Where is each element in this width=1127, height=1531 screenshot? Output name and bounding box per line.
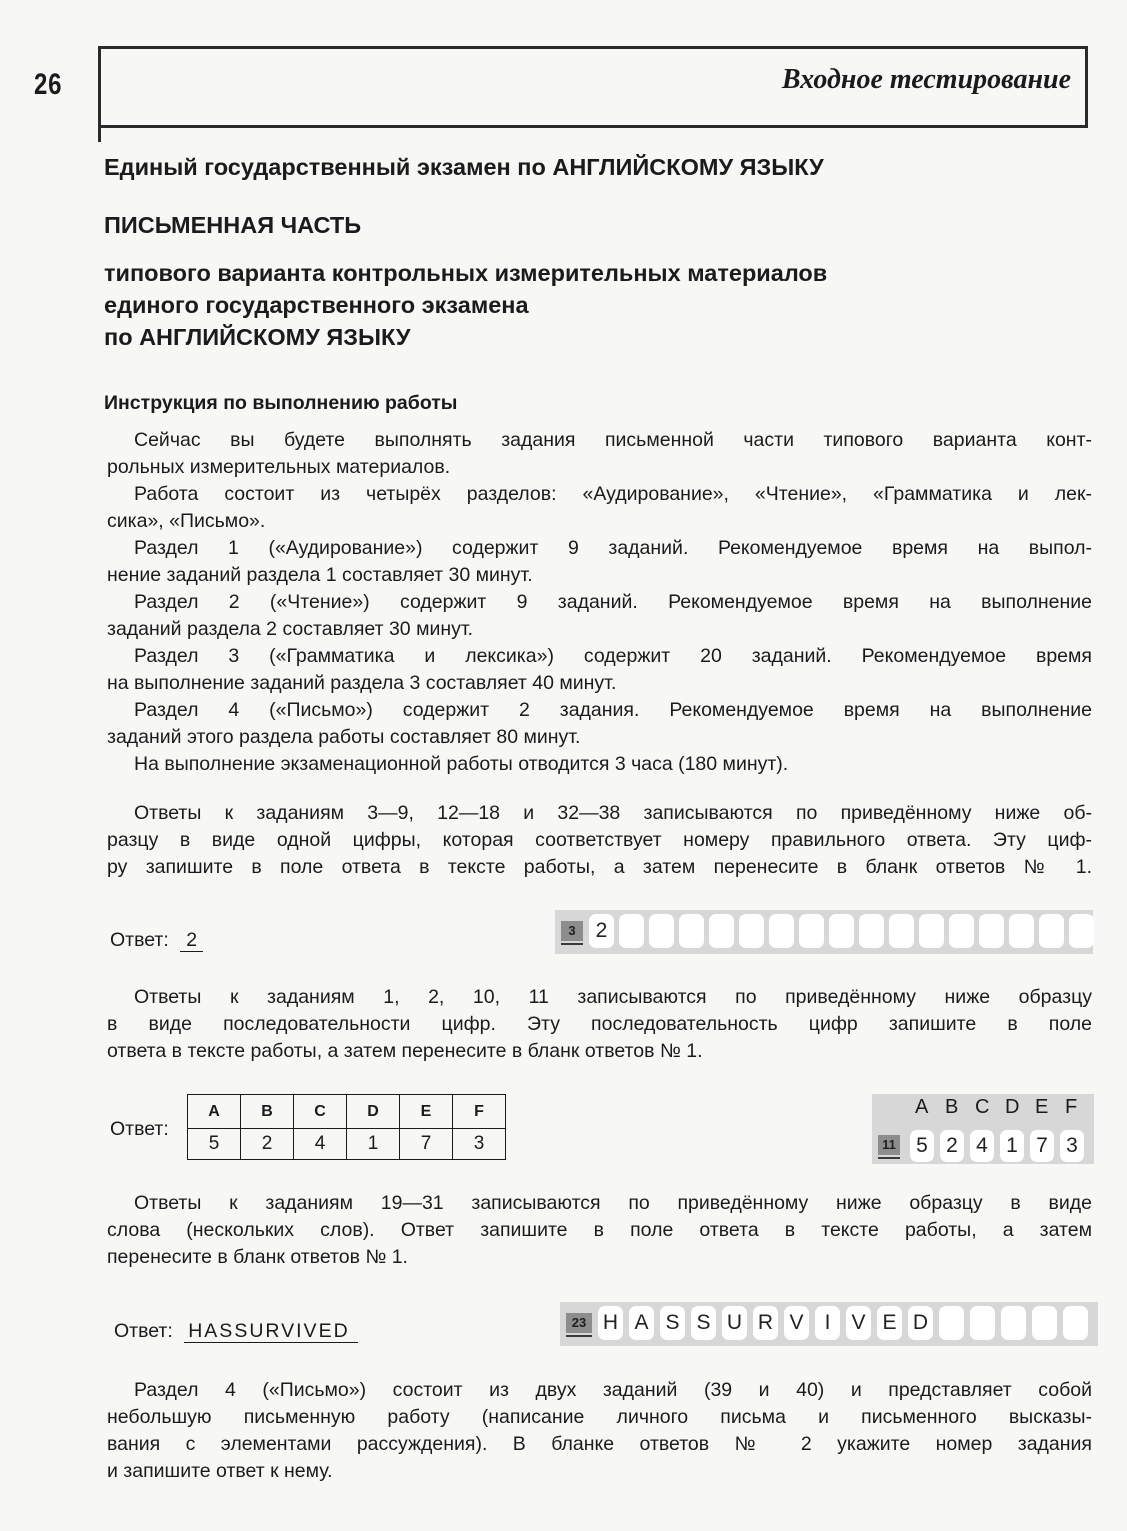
rule-paragraph-2: [107, 984, 1092, 1065]
answer-cell: 7: [1030, 1130, 1054, 1162]
answer-cell: [859, 914, 884, 948]
answer-cell: 1: [1000, 1130, 1024, 1162]
task-number-badge: 23: [566, 1313, 592, 1333]
rule-paragraph-3: [107, 1190, 1092, 1271]
table-cell: 5: [188, 1129, 241, 1160]
form-letter: C: [975, 1096, 990, 1118]
answer-example-3: [114, 1320, 358, 1343]
text-line: На выполнение экзаменационной работы отводится 3 часа (180 минут).: [134, 753, 789, 775]
answer-cell: U: [722, 1306, 747, 1340]
table-cell: 2: [241, 1129, 294, 1160]
text-line: заданий этого раздела работы составляет 80 минут.: [107, 726, 581, 748]
answer-form-strip-3: [560, 1302, 1098, 1346]
text-line: и запишите ответ к нему.: [107, 1460, 333, 1482]
subtitle-line-2: единого государственного экзамена: [104, 292, 529, 318]
answer-form-strip-1: [555, 910, 1093, 954]
part-title: ПИСЬМЕННАЯ ЧАСТЬ: [104, 212, 362, 238]
header-rule: [98, 124, 101, 142]
table-header-cell: D: [347, 1095, 400, 1129]
page-number: 26: [34, 68, 63, 101]
answer-table: [187, 1094, 506, 1160]
form-letter: A: [915, 1096, 929, 1118]
form-letter: E: [1035, 1096, 1049, 1118]
answer-cell: 2: [940, 1130, 964, 1162]
text-line: Работа состоит из четырёх разделов: «Аудирование», «Чтение», «Грамматика и лек-: [134, 483, 1092, 505]
section-title: Входное тестирование: [781, 64, 1071, 95]
task-number-badge: 3: [561, 921, 583, 941]
answer-cell: [769, 914, 794, 948]
answer-cell: [919, 914, 944, 948]
answer-cell: I: [815, 1306, 840, 1340]
final-paragraph: [107, 1377, 1092, 1485]
table-header-cell: A: [188, 1095, 241, 1129]
answer-cell: [1001, 1306, 1026, 1340]
form-letter: D: [1005, 1096, 1020, 1118]
rule-paragraph-1: [107, 800, 1092, 881]
table-cell: 3: [453, 1129, 506, 1160]
answer-cell: R: [753, 1306, 778, 1340]
answer-cell: [739, 914, 764, 948]
answer-cell: [709, 914, 734, 948]
subtitle-line-3: по АНГЛИЙСКОМУ ЯЗЫКУ: [104, 324, 411, 350]
text-line: Раздел 2 («Чтение») содержит 9 заданий. Рекомендуемое время на выполнение: [134, 591, 1092, 613]
answer-value: 2: [180, 929, 203, 952]
text-line: Ответы к заданиям 3—9, 12—18 и 32—38 записываются по приведённому ниже об-: [134, 802, 1092, 824]
answer-cell: [1069, 914, 1094, 948]
answer-cell: 4: [970, 1130, 994, 1162]
answer-cell: [649, 914, 674, 948]
table-cell: 7: [400, 1129, 453, 1160]
answer-value: HASSURVIVED: [184, 1320, 357, 1343]
text-line: заданий раздела 2 составляет 30 минут.: [107, 618, 474, 640]
text-line: вания с элементами рассуждения). В бланке ответов № 2 укажите номер задания: [107, 1433, 1092, 1455]
answer-cell: [799, 914, 824, 948]
answer-cell: 2: [589, 914, 614, 948]
answer-cell: A: [629, 1306, 654, 1340]
answer-cell: [679, 914, 704, 948]
answer-cell: [889, 914, 914, 948]
table-cell: 4: [294, 1129, 347, 1160]
table-header-cell: C: [294, 1095, 347, 1129]
task-number-badge: 11: [878, 1135, 900, 1155]
text-line: ответа в тексте работы, а затем перенесите в бланк ответов № 1.: [107, 1040, 703, 1062]
instructions-heading: Инструкция по выполнению работы: [104, 392, 458, 414]
text-line: Ответы к заданиям 1, 2, 10, 11 записываются по приведённому ниже образцу: [134, 986, 1092, 1008]
answer-label: Ответ:: [110, 1118, 169, 1140]
answer-cell: H: [598, 1306, 623, 1340]
answer-label: Ответ:: [114, 1320, 173, 1342]
exam-title: Единый государственный экзамен по АНГЛИЙСКОМУ ЯЗЫКУ: [104, 154, 824, 180]
text-line: перенесите в бланк ответов № 1.: [107, 1246, 408, 1268]
intro-paragraph: [107, 427, 1092, 778]
answer-cell: [1039, 914, 1064, 948]
table-cell: 1: [347, 1129, 400, 1160]
text-line: на выполнение заданий раздела 3 составляет 40 минут.: [107, 672, 617, 694]
text-line: Раздел 4 («Письмо») состоит из двух заданий (39 и 40) и представляет собой: [134, 1379, 1092, 1401]
text-line: нение заданий раздела 1 составляет 30 минут.: [107, 564, 533, 586]
answer-cell: 3: [1060, 1130, 1084, 1162]
form-letter: B: [945, 1096, 959, 1118]
answer-cell: 5: [910, 1130, 934, 1162]
answer-cell: [619, 914, 644, 948]
answer-cell: [970, 1306, 995, 1340]
text-line: сика», «Письмо».: [107, 510, 266, 532]
subtitle-line-1: типового варианта контрольных измерительных материалов: [104, 260, 828, 286]
answer-cell: S: [660, 1306, 685, 1340]
answer-cell: V: [784, 1306, 809, 1340]
text-line: ру запишите в поле ответа в тексте работы, а затем перенесите в бланк ответов № 1.: [107, 856, 1092, 878]
answer-cell: S: [691, 1306, 716, 1340]
form-letter: F: [1065, 1096, 1078, 1118]
text-line: слова (нескольких слов). Ответ запишите в поле ответа в тексте работы, а затем: [107, 1219, 1092, 1241]
answer-cell: [1032, 1306, 1057, 1340]
answer-cell: [1063, 1306, 1088, 1340]
answer-cell: [979, 914, 1004, 948]
table-header-cell: E: [400, 1095, 453, 1129]
answer-cell: D: [908, 1306, 933, 1340]
text-line: рольных измерительных материалов.: [107, 456, 451, 478]
answer-cell: [939, 1306, 964, 1340]
answer-example-1: [110, 929, 203, 952]
text-line: в виде последовательности цифр. Эту последовательность цифр запишите в поле: [107, 1013, 1092, 1035]
text-line: Ответы к заданиям 19—31 записываются по приведённому ниже образцу в виде: [134, 1192, 1092, 1214]
table-header-cell: F: [453, 1095, 506, 1129]
answer-label: Ответ:: [110, 929, 169, 951]
text-line: Раздел 3 («Грамматика и лексика») содержит 20 заданий. Рекомендуемое время: [134, 645, 1092, 667]
answer-cell: [949, 914, 974, 948]
answer-form-letters: [872, 1094, 1094, 1128]
text-line: разцу в виде одной цифры, которая соответствует номеру правильного ответа. Эту циф-: [107, 829, 1092, 851]
text-line: небольшую письменную работу (написание личного письма и письменного высказы-: [107, 1406, 1092, 1428]
answer-cell: E: [877, 1306, 902, 1340]
table-header-cell: B: [241, 1095, 294, 1129]
text-line: Раздел 4 («Письмо») содержит 2 задания. Рекомендуемое время на выполнение: [134, 699, 1092, 721]
answer-cell: V: [846, 1306, 871, 1340]
text-line: Сейчас вы будете выполнять задания письменной части типового варианта конт-: [134, 429, 1092, 451]
text-line: Раздел 1 («Аудирование») содержит 9 заданий. Рекомендуемое время на выпол-: [134, 537, 1092, 559]
answer-cell: [829, 914, 854, 948]
answer-form-strip-2: [872, 1128, 1094, 1164]
answer-cell: [1009, 914, 1034, 948]
